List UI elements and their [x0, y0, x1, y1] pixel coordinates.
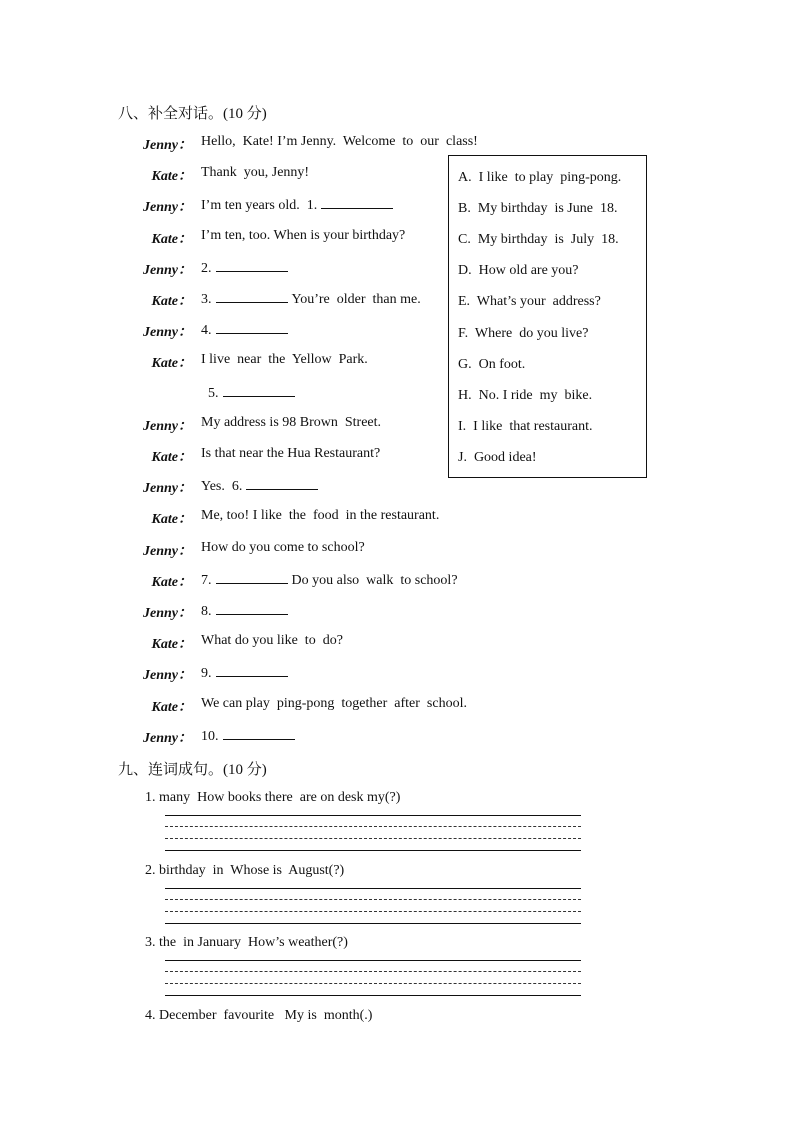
speaker-name: Kate： — [151, 575, 192, 590]
speech-before: Me, too! I like the food in the restaurant. — [201, 508, 440, 523]
option-item: H. No. I ride my bike. — [458, 388, 593, 403]
speech-before: 10. — [201, 729, 219, 744]
speech-text — [201, 664, 292, 682]
speaker-name: Jenny： — [143, 481, 192, 496]
section-8-title: 八、补全对话。(10 分) — [118, 106, 267, 122]
speech-text — [201, 415, 381, 431]
sentence-item: 1. many How books there are on desk my(?) — [145, 790, 401, 805]
speech-text — [201, 477, 322, 495]
speech-before: 2. — [201, 261, 212, 276]
sentence-item: 3. the in January How’s weather(?) — [145, 935, 348, 950]
speech-text — [201, 633, 343, 649]
speech-after: Do you also walk to school? — [291, 573, 458, 588]
sentence-item: 4. December favourite My is month(.) — [145, 1008, 373, 1023]
speaker-name: Jenny： — [143, 731, 192, 746]
answer-blank[interactable] — [223, 384, 295, 397]
speech-before: Thank you, Jenny! — [201, 165, 310, 180]
option-item: E. What’s your address? — [458, 294, 601, 309]
speaker-name: Kate： — [151, 700, 192, 715]
speech-text — [201, 165, 309, 181]
answer-blank[interactable] — [223, 727, 295, 740]
sentence-item: 2. birthday in Whose is August(?) — [145, 863, 345, 878]
speech-text — [201, 508, 439, 524]
answer-blank[interactable] — [216, 664, 288, 677]
speech-before: 5. — [201, 386, 219, 401]
speech-before: I’m ten, too. When is your birthday? — [201, 228, 406, 243]
speaker-name: Kate： — [151, 169, 192, 184]
speech-before: Yes. 6. — [201, 479, 243, 494]
speech-text — [201, 321, 292, 339]
speech-after: You’re older than me. — [291, 292, 421, 307]
writing-line-dashed — [165, 983, 581, 984]
writing-line-solid — [165, 960, 581, 961]
writing-line-dashed — [165, 826, 581, 827]
speech-text — [201, 290, 421, 308]
option-item: J. Good idea! — [458, 450, 537, 465]
speech-before: Hello, Kate! I’m Jenny. Welcome to our class! — [201, 134, 478, 149]
answer-blank[interactable] — [246, 477, 318, 490]
speaker-name: Kate： — [151, 356, 192, 371]
answer-blank[interactable] — [216, 290, 288, 303]
writing-line-solid — [165, 850, 581, 851]
writing-line-dashed — [165, 838, 581, 839]
speech-before: How do you come to school? — [201, 540, 365, 555]
speech-text — [201, 352, 368, 368]
speech-before: My address is 98 Brown Street. — [201, 415, 382, 430]
speech-before: What do you like to do? — [201, 633, 343, 648]
speaker-name: Jenny： — [143, 419, 192, 434]
speech-text — [201, 727, 299, 745]
speech-before: Is that near the Hua Restaurant? — [201, 446, 381, 461]
speaker-name: Jenny： — [143, 606, 192, 621]
options-box — [448, 155, 647, 478]
speech-before: 9. — [201, 666, 212, 681]
speaker-name: Kate： — [151, 232, 192, 247]
speech-before: I live near the Yellow Park. — [201, 352, 368, 367]
answer-blank[interactable] — [216, 259, 288, 272]
speech-before: 7. — [201, 573, 212, 588]
speech-text — [201, 446, 380, 462]
option-item: C. My birthday is July 18. — [458, 232, 619, 247]
writing-line-solid — [165, 888, 581, 889]
writing-line-dashed — [165, 971, 581, 972]
answer-blank[interactable] — [216, 321, 288, 334]
speech-before: 8. — [201, 604, 212, 619]
speech-before: 3. — [201, 292, 212, 307]
speaker-name: Jenny： — [143, 544, 192, 559]
writing-line-solid — [165, 923, 581, 924]
option-item: B. My birthday is June 18. — [458, 201, 618, 216]
writing-line-solid — [165, 815, 581, 816]
speaker-name: Jenny： — [143, 325, 192, 340]
option-item: A. I like to play ping-pong. — [458, 170, 622, 185]
speaker-name: Jenny： — [143, 668, 192, 683]
speech-text — [201, 540, 365, 556]
speech-text — [201, 384, 299, 402]
writing-line-dashed — [165, 911, 581, 912]
answer-blank[interactable] — [321, 196, 393, 209]
speech-text — [201, 196, 397, 214]
option-item: D. How old are you? — [458, 263, 579, 278]
speech-before: 4. — [201, 323, 212, 338]
writing-line-dashed — [165, 899, 581, 900]
speech-text — [201, 228, 405, 244]
speech-before: We can play ping-pong together after school. — [201, 696, 467, 711]
speaker-name: Jenny： — [143, 138, 192, 153]
answer-blank[interactable] — [216, 602, 288, 615]
answer-blank[interactable] — [216, 571, 288, 584]
speaker-name: Kate： — [151, 450, 192, 465]
speaker-name: Jenny： — [143, 263, 192, 278]
speech-text — [201, 602, 292, 620]
option-item: F. Where do you live? — [458, 326, 589, 341]
writing-line-solid — [165, 995, 581, 996]
speech-before: I’m ten years old. 1. — [201, 198, 318, 213]
speech-text — [201, 571, 458, 589]
section-9-title: 九、连词成句。(10 分) — [118, 762, 267, 778]
speaker-name: Jenny： — [143, 200, 192, 215]
option-item: G. On foot. — [458, 357, 526, 372]
speaker-name: Kate： — [151, 512, 192, 527]
speech-text — [201, 259, 292, 277]
speech-text — [201, 134, 478, 150]
option-item: I. I like that restaurant. — [458, 419, 593, 434]
speaker-name: Kate： — [151, 637, 192, 652]
speech-text — [201, 696, 467, 712]
speaker-name: Kate： — [151, 294, 192, 309]
